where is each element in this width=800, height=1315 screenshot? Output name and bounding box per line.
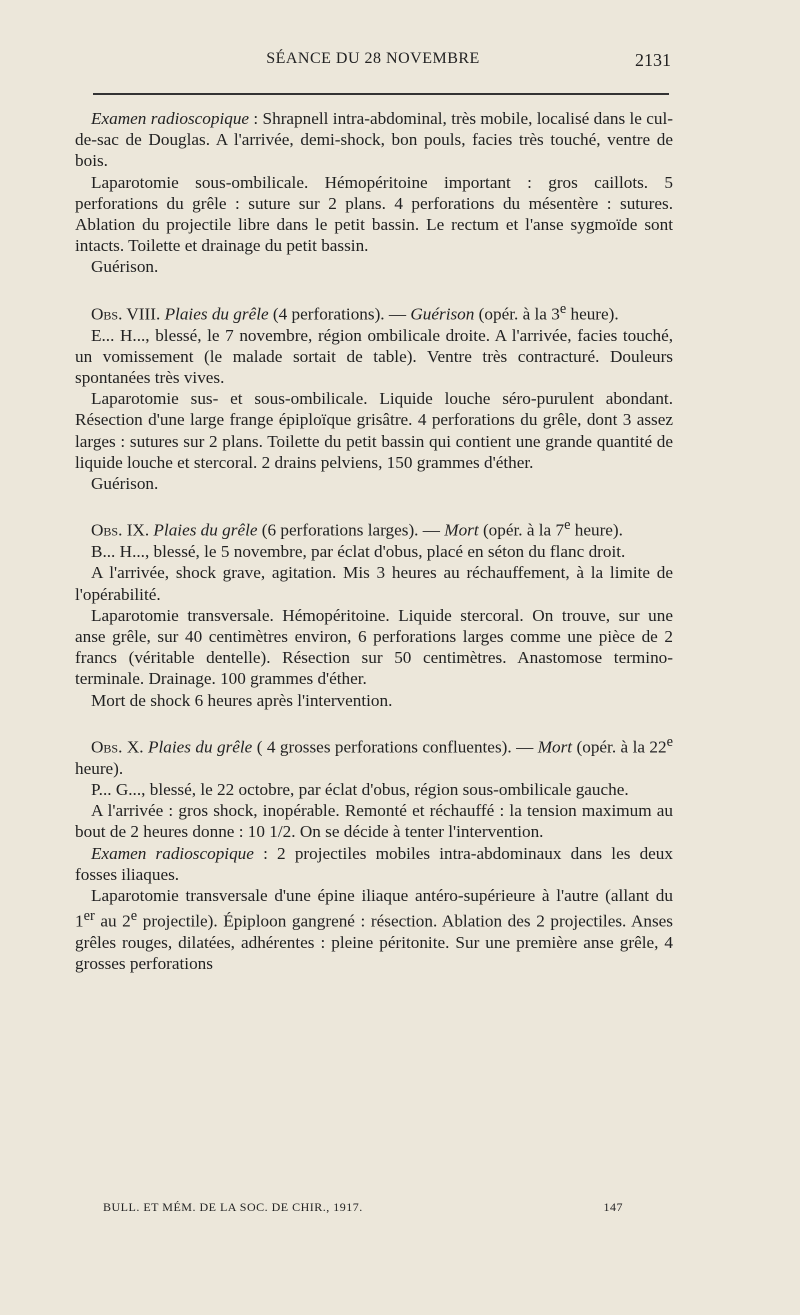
italic-text: Examen radioscopique (91, 109, 250, 128)
paragraph (75, 885, 673, 975)
text-run: P... G..., blessé, le 22 octobre, par éclat d'obus, région sous-ombilicale gauche. (91, 779, 629, 799)
text-run: VIII. (122, 304, 165, 324)
paragraph (75, 108, 673, 172)
paragraph (75, 800, 673, 842)
paragraph (75, 541, 673, 562)
text-run: heure). (570, 520, 623, 540)
body-text (75, 108, 673, 974)
text-run: (4 perforations). — (268, 304, 411, 324)
page-number: 2131 (635, 50, 671, 70)
text-run: (6 perforations larges). — (257, 520, 445, 540)
paragraph (75, 605, 673, 690)
text-run: Mort de shock 6 heures après l'intervention. (91, 690, 393, 710)
text-run: B... H..., blessé, le 5 novembre, par éclat d'obus, placé en séton du flanc droit. (91, 542, 626, 562)
paragraph (75, 843, 673, 885)
italic-text: Mort (537, 737, 573, 757)
observation-label: Obs. (91, 737, 123, 757)
paragraph (75, 515, 673, 541)
italic-text: Plaies du grêle (147, 737, 253, 757)
text-run: Guérison. (91, 257, 159, 277)
paragraph (75, 299, 673, 325)
text-run: Laparotomie sous-ombilicale. Hémopéritoine important : gros caillots. 5 perforations du grêle : suture sur 2 plans. 4 perforations du mésentère : sutures. Ablation du projectile libre dans le petit bassin. Le rectum et l'anse sygmoïde sont intacts. Toilette et drainage du petit bassin. (75, 172, 673, 256)
text-run: (opér. à la 3 (474, 304, 560, 324)
italic-text: Plaies du grêle (153, 520, 258, 540)
header-rule (93, 93, 669, 95)
text-run: ( 4 grosses perforations confluentes). — (252, 737, 538, 757)
observation-label: Obs. (91, 520, 123, 540)
text-run: Guérison. (91, 473, 159, 493)
text-run: Laparotomie transversale. Hémopéritoine. Liquide stercoral. On trouve, sur une anse grêle, sur 40 centimètres environ, 6 perforations larges comme une pièce de 2 francs (véritable dentelle). Résection sur 50 centimètres. Anastomose termino-terminale. Drainage. 100 grammes d'éther. (75, 605, 673, 689)
paragraph (75, 690, 673, 711)
paragraph (75, 732, 673, 779)
running-header (75, 50, 671, 78)
paragraph (75, 172, 673, 257)
footer-sheet-number: 147 (603, 1200, 623, 1214)
text-run: Laparotomie transversale d'une épine iliaque antéro-supérieure à l'autre (allant du 1 (75, 885, 673, 931)
text-run: heure). (566, 304, 619, 324)
footer-journal: BULL. ET MÉM. DE LA SOC. DE CHIR., 1917. (103, 1200, 363, 1214)
text-run: E... H..., blessé, le 7 novembre, région ombilicale droite. A l'arrivée, facies touché, un vomissement (le malade sortait de table). Ventre très contracturé. Douleurs spontanées très vives. (75, 325, 673, 387)
header-title: SÉANCE DU 28 NOVEMBRE (266, 50, 480, 67)
text-run: : Shrapnell intra-abdominal, très mobile, localisé dans le cul-de-sac de Douglas. A l'arrivée, demi-shock, bon pouls, facies très touché, ventre de bois. (75, 109, 673, 171)
observation-label: Obs. (91, 304, 123, 324)
paragraph (75, 562, 673, 604)
text-run: : 2 projectiles mobiles intra-abdominaux dans les deux fosses iliaques. (75, 843, 673, 884)
superscript: er (83, 908, 95, 925)
italic-text: Mort (444, 520, 479, 540)
superscript: e (564, 517, 571, 534)
text-run: A l'arrivée, shock grave, agitation. Mis 3 heures au réchauffement, à la limite de l'opérabilité. (75, 563, 673, 604)
superscript: e (559, 300, 567, 317)
text-run: IX. (122, 520, 154, 540)
italic-text: Plaies du grêle (164, 304, 269, 324)
paragraph (75, 325, 673, 389)
text-run: X. (122, 737, 148, 757)
text-run: au 2 (94, 911, 131, 931)
italic-text: Guérison (410, 304, 475, 324)
superscript: e (666, 733, 673, 750)
text-run: (opér. à la 22 (572, 737, 667, 757)
text-run: heure). (75, 758, 124, 778)
paragraph (75, 256, 673, 277)
italic-text: Examen radioscopique (91, 843, 254, 863)
superscript: e (130, 908, 138, 925)
text-run: Laparotomie sus- et sous-ombilicale. Liquide louche séro-purulent abondant. Résection d'une large frange épiploïque grisâtre. 4 perforations du grêle, dont 3 assez larges : sutures sur 2 plans. Toilette du petit bassin qui contient une grande quantité de liquide louche et stercoral. 2 drains pelviens, 150 grammes d'éther. (75, 389, 673, 472)
text-run: (opér. à la 7 (478, 520, 565, 540)
text-run: projectile). Épiploon gangrené : résection. Ablation des 2 projectiles. Anses grêles rouges, dilatées, adhérentes : pleine péritonite. Sur une première anse grêle, 4 grosses perforations (75, 911, 673, 974)
paragraph (75, 388, 673, 473)
paragraph (75, 779, 673, 800)
paragraph (75, 473, 673, 494)
text-run: A l'arrivée : gros shock, inopérable. Remonté et réchauffé : la tension maximum au bout de 2 heures donne : 10 1/2. On se décide à tenter l'intervention. (75, 801, 673, 842)
